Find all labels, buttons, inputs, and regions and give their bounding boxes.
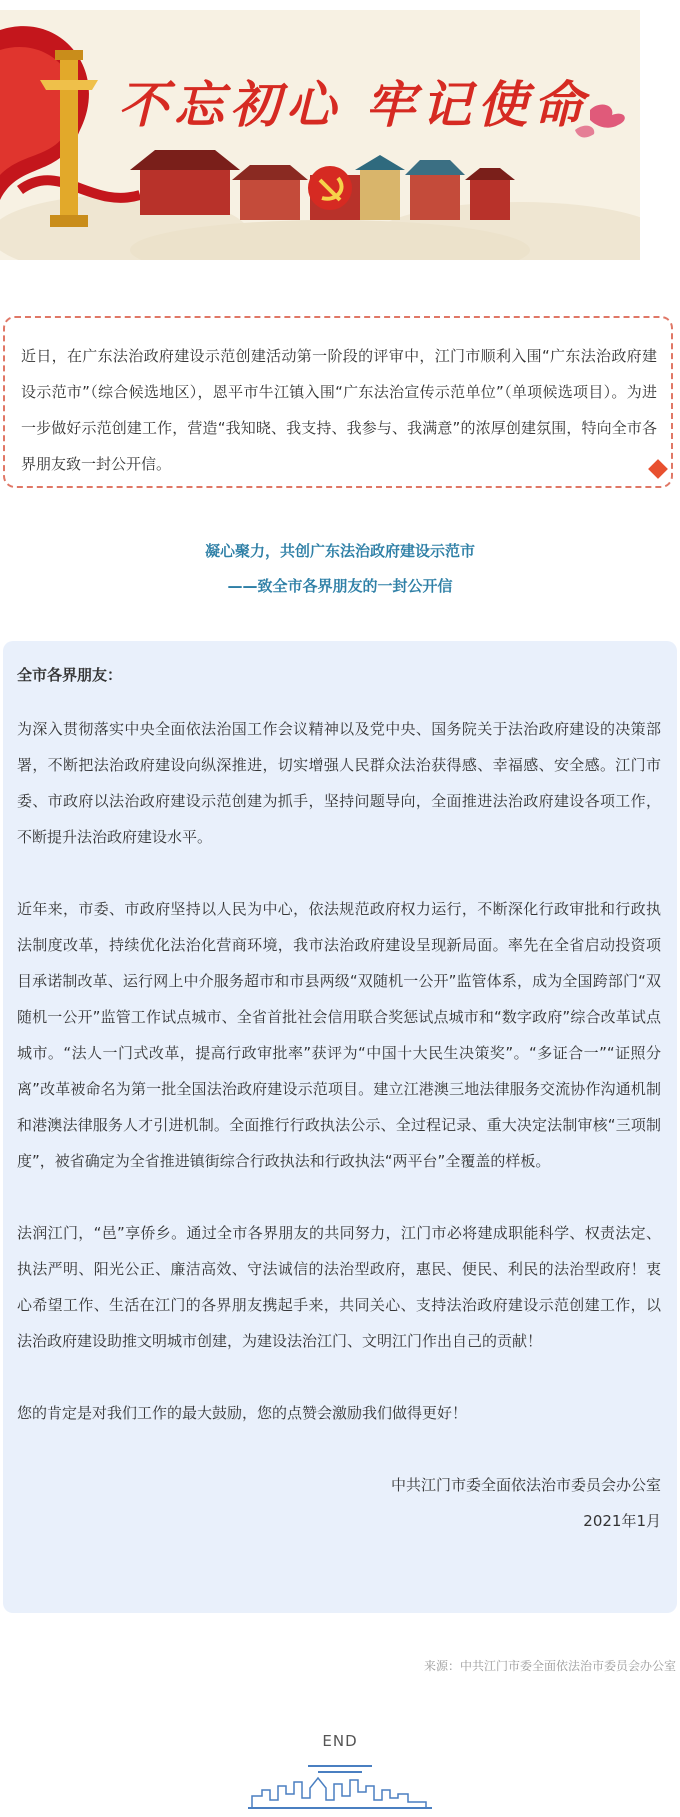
signature: 中共江门市委全面依法治市委员会办公室 xyxy=(390,1476,661,1494)
salutation: 全市各界朋友： xyxy=(17,666,123,684)
end-marker: END xyxy=(322,1732,358,1750)
intro-notice-box xyxy=(3,316,673,488)
intro-text: 近日，在广东法治政府建设示范创建活动第一阶段的评审中，江门市顺利入围“广东法治政府建设示范市”（综合候选地区），恩平市牛江镇入围“广东法治宣传示范单位”（单项候选项目）。为进一步做好示范创建工作，营造“我知晓、我支持、我参与、我满意”的浓厚创建氛围，特向全市各界朋友致一封公开信。 xyxy=(21,347,657,473)
letter-date: 2021年1月 xyxy=(583,1512,661,1530)
open-letter-card xyxy=(3,641,677,1613)
letter-paragraph: 您的肯定是对我们工作的最大鼓励，您的点赞会激励我们做得更好！ xyxy=(17,1404,468,1422)
letter-paragraph: 法润江门，“邑”享侨乡。通过全市各界朋友的共同努力，江门市必将建成职能科学、权责法定、执法严明、阳光公正、廉洁高效、守法诚信的法治型政府，惠民、便民、利民的法治型政府！衷心希望工作、生活在江门的各界朋友携起手来，共同关心、支持法治政府建设示范创建工作，以法治政府建设助推文明城市创建，为建设法治江门、文明江门作出自己的贡献！ xyxy=(17,1224,661,1350)
letter-title: 凝心聚力，共创广东法治政府建设示范市 xyxy=(204,542,475,560)
letter-subtitle: ——致全市各界朋友的一封公开信 xyxy=(227,577,453,595)
city-skyline-icon xyxy=(248,1760,432,1810)
letter-paragraph: 近年来，市委、市政府坚持以人民为中心，依法规范政府权力运行，不断深化行政审批和行政执法制度改革，持续优化法治化营商环境，我市法治政府建设呈现新局面。率先在全省启动投资项目承诺制改革、运行网上中介服务超市和市县两级“双随机一公开”监管体系，成为全国跨部门“双随机一公开”监管工作试点城市、全省首批社会信用联合奖惩试点城市和“数字政府”综合改革试点城市。“法人一门式改革，提高行政审批率”获评为“中国十大民生决策奖”。“多证合一”“证照分离”改革被命名为第一批全国法治政府建设示范项目。建立江港澳三地法律服务交流协作沟通机制和港澳法律服务人才引进机制。全面推行行政执法公示、全过程记录、重大决定法制审核“三项制度”，被省确定为全省推进镇街综合行政执法和行政执法“两平台”全覆盖的样板。 xyxy=(17,900,661,1170)
header-banner xyxy=(0,10,640,260)
letter-paragraph: 为深入贯彻落实中央全面依法治国工作会议精神以及党中央、国务院关于法治政府建设的决策部署，不断把法治政府建设向纵深推进，切实增强人民群众法治获得感、幸福感、安全感。江门市委、市政府以法治政府建设示范创建为抓手，坚持问题导向，全面推进法治政府建设各项工作，不断提升法治政府建设水平。 xyxy=(17,720,661,846)
banner-title: 不忘初心 牢记使命 xyxy=(118,75,590,134)
source-credit: 来源：中共江门市委全面依法治市委员会办公室 xyxy=(423,1659,676,1673)
